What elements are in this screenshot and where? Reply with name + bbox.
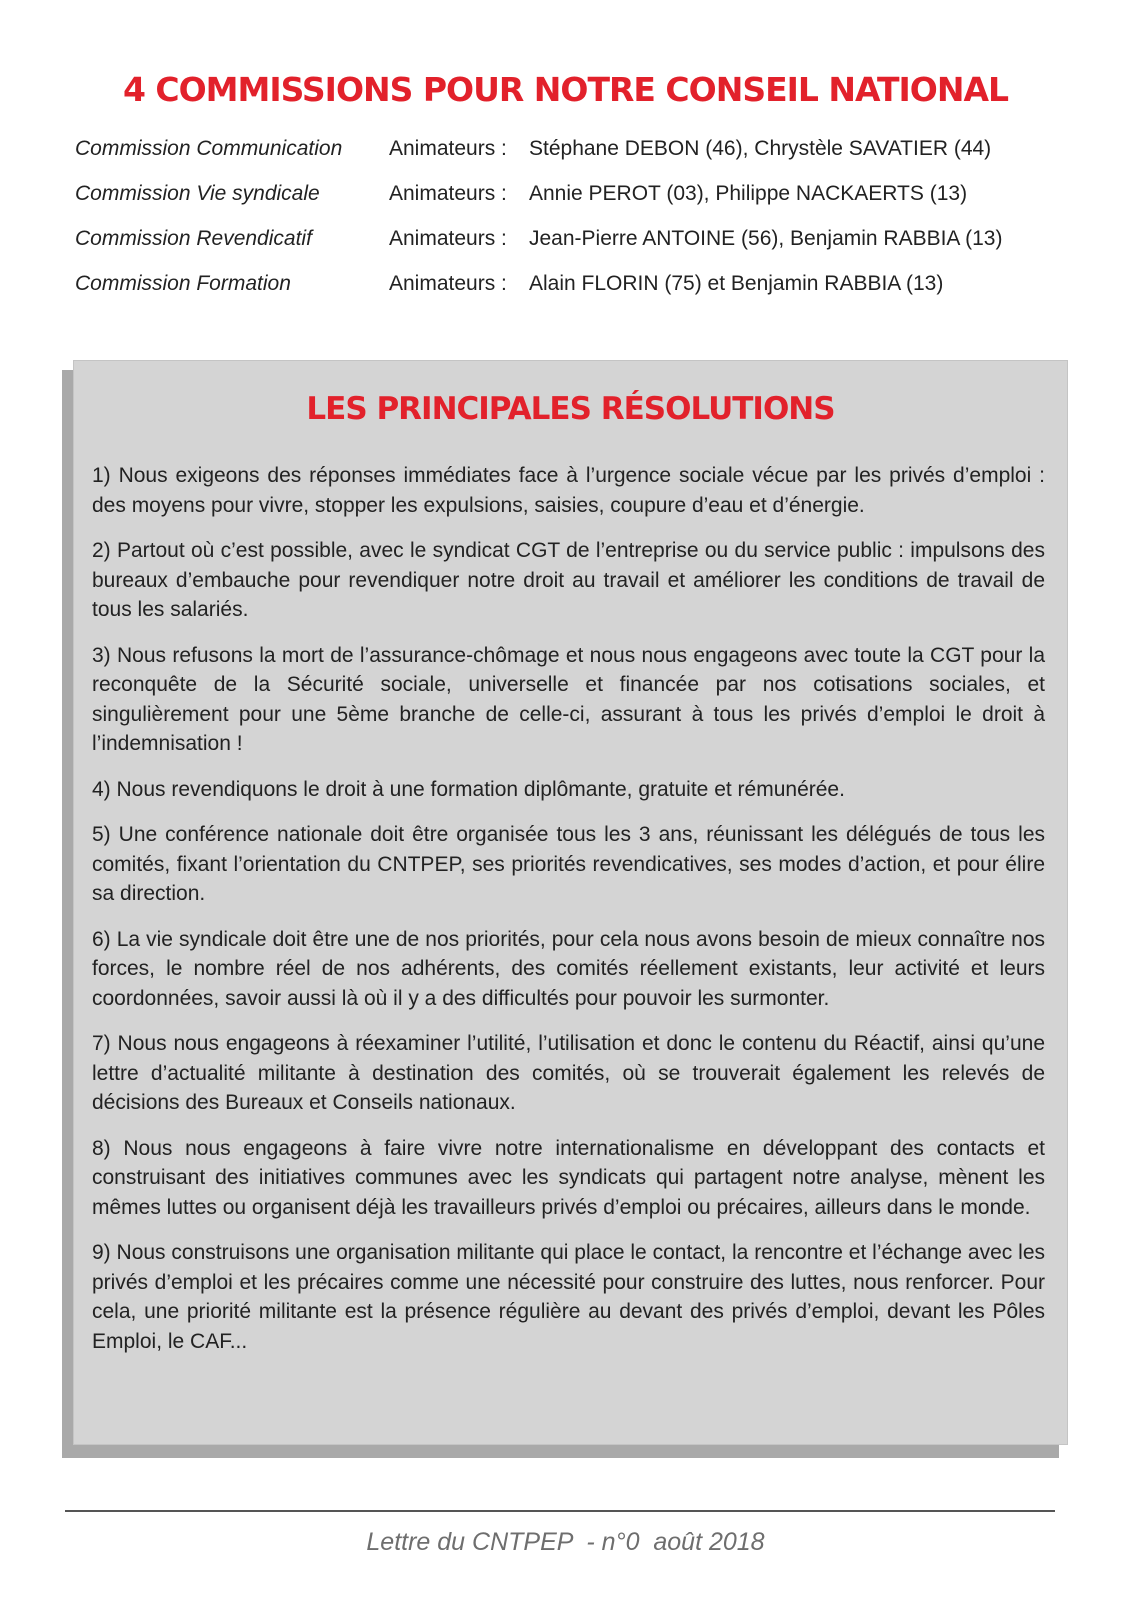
commission-row [75, 136, 1075, 181]
resolution-item: 2) Partout où c’est possible, avec le syndicat CGT de l’entreprise ou du service public : impulsons des bureaux d’embauche pour revendiquer notre droit au travail et améliorer les conditions de travail de tous les salariés. [92, 539, 1045, 621]
commission-row [75, 226, 1075, 271]
resolution-item: 9) Nous construisons une organisation militante qui place le contact, la rencontre et l’échange avec les privés d’emploi et les précaires comme une nécessité pour construire des luttes, nous renforcer. Pour cela, une priorité militante est la présence régulière au devant des privés d’emploi, devant les Pôles Emploi, le CAF... [92, 1241, 1045, 1353]
commission-row [75, 271, 1075, 316]
commission-name: Commission Communication [75, 137, 343, 160]
resolutions-box [73, 360, 1068, 1445]
resolutions-title: LES PRINCIPALES RÉSOLUTIONS [306, 391, 835, 427]
resolution-item: 6) La vie syndicale doit être une de nos priorités, pour cela nous avons besoin de mieux connaître nos forces, le nombre réel de nos adhérents, des comités réellement existants, leur activité et leurs coordonnées, savoir aussi là où il y a des difficultés pour pouvoir les surmonter. [92, 927, 1045, 1010]
animateurs-label: Animateurs : [389, 182, 507, 205]
footer-text: Lettre du CNTPEP - n°0 août 2018 [366, 1528, 765, 1556]
resolution-item: 7) Nous nous engageons à réexaminer l’utilité, l’utilisation et donc le contenu du Réactif, ainsi qu’une lettre d’actualité militante à destination des comités, où se trouverait également les relevés de décisions des Bureaux et Conseils nationaux. [92, 1032, 1045, 1114]
resolution-item: 3) Nous refusons la mort de l’assurance-chômage et nous nous engageons avec toute la CGT pour la reconquête de la Sécurité sociale, universelle et financée par nos cotisations sociales, et singulièrement pour une 5ème branche de celle-ci, assurant à tous les privés d’emploi le droit à l’indemnisation ! [92, 643, 1045, 755]
animateurs-label: Animateurs : [389, 227, 507, 250]
resolutions-list [92, 461, 1045, 1372]
animateurs-names: Jean-Pierre ANTOINE (56), Benjamin RABBIA (13) [529, 227, 1003, 250]
animateurs-names: Alain FLORIN (75) et Benjamin RABBIA (13) [529, 272, 944, 295]
resolution-item: 5) Une conférence nationale doit être organisée tous les 3 ans, réunissant les délégués de tous les comités, fixant l’orientation du CNTPEP, ses priorités revendicatives, ses modes d’action, et pour élire sa direction. [92, 823, 1045, 905]
animateurs-names: Annie PEROT (03), Philippe NACKAERTS (13) [529, 182, 968, 205]
animateurs-label: Animateurs : [389, 272, 507, 295]
commission-name: Commission Vie syndicale [75, 182, 320, 205]
commissions-list [75, 136, 1075, 316]
footer-divider [65, 1510, 1055, 1512]
animateurs-label: Animateurs : [389, 137, 507, 160]
resolution-item: 8) Nous nous engageons à faire vivre notre internationalisme en développant des contacts et construisant des initiatives communes avec les syndicats qui partagent notre analyse, mènent les mêmes luttes ou organisent déjà les travailleurs privés d’emploi ou précaires, ailleurs dans le monde. [92, 1136, 1045, 1219]
commission-name: Commission Formation [75, 272, 291, 295]
animateurs-names: Stéphane DEBON (46), Chrystèle SAVATIER (44) [529, 137, 992, 160]
resolution-item: 4) Nous revendiquons le droit à une formation diplômante, gratuite et rémunérée. [92, 777, 845, 801]
commission-row [75, 181, 1075, 226]
resolution-item: 1) Nous exigeons des réponses immédiates face à l’urgence sociale vécue par les privés d’emploi : des moyens pour vivre, stopper les expulsions, saisies, coupure d’eau et d’énergie. [92, 464, 1045, 517]
page-title: 4 COMMISSIONS POUR NOTRE CONSEIL NATIONAL [122, 70, 1009, 109]
commission-name: Commission Revendicatif [75, 227, 312, 250]
